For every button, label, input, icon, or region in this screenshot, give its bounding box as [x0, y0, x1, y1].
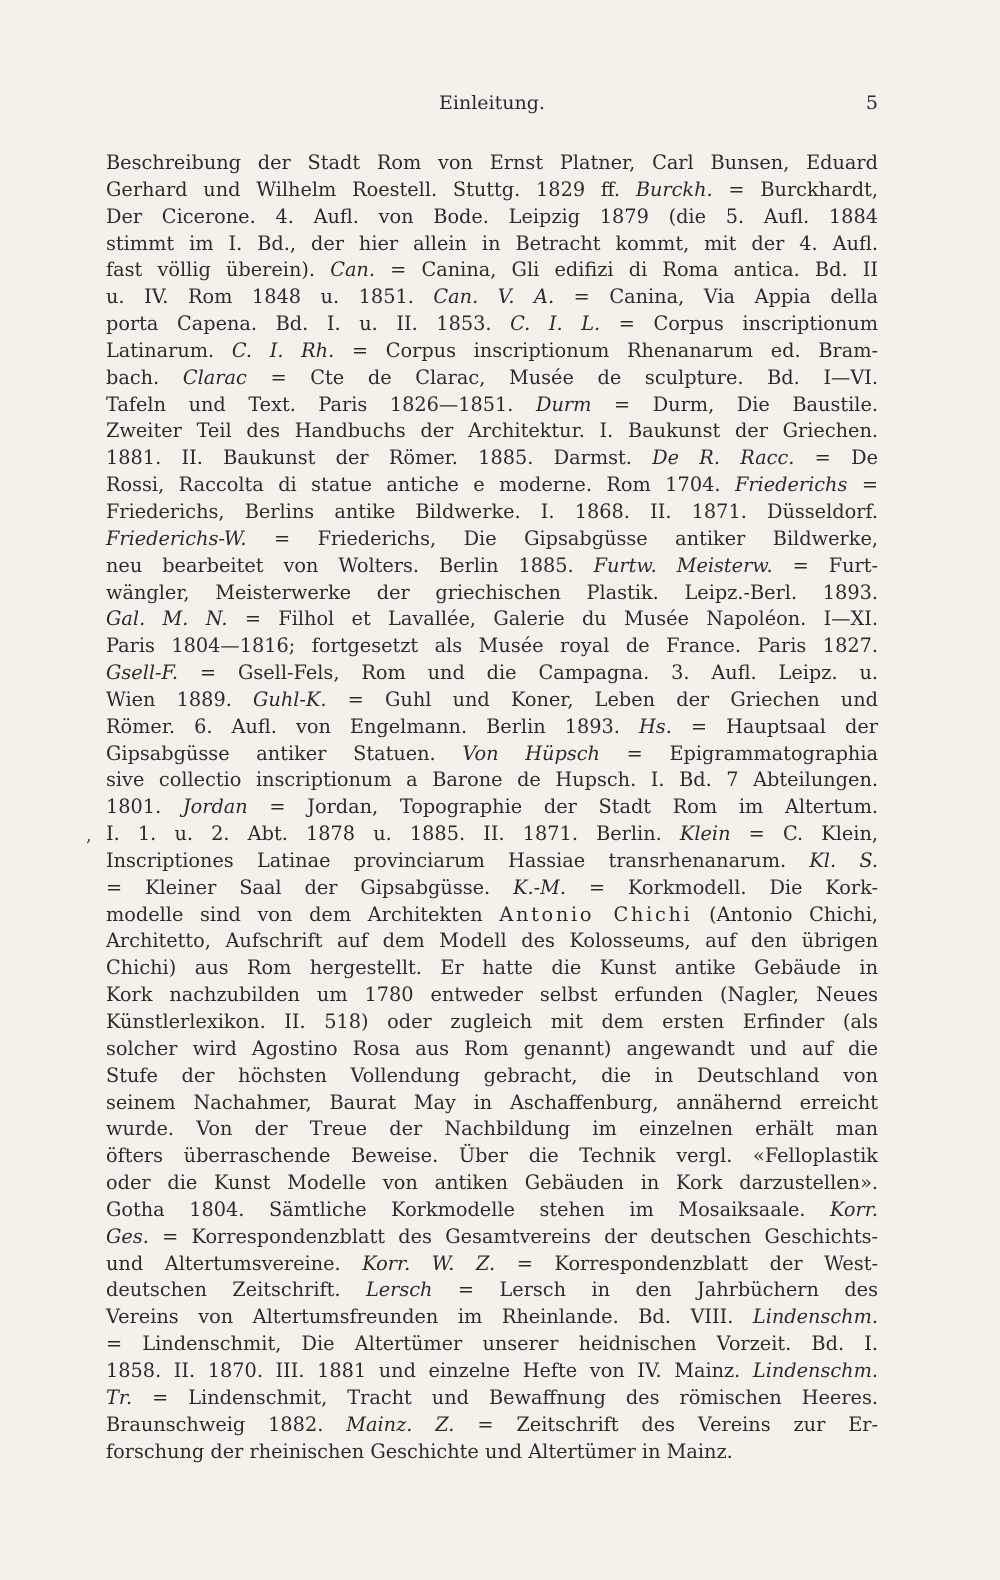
- abbreviation-italic: Korr.: [830, 1197, 878, 1221]
- text-run: Rossi, Raccolta di statue antiche e moderne. Rom 1704.: [106, 473, 735, 497]
- abbreviation-italic: Furtw. Meisterw.: [593, 553, 773, 577]
- text-run: = Kleiner Saal der Gipsabgüsse.: [106, 875, 514, 899]
- abbreviation-italic: C. I. L.: [510, 312, 601, 336]
- text-run: Paris 1804—1816; fortgesetzt als Musée royal de France. Paris 1827.: [106, 634, 878, 658]
- text-run: = Filhol et Lavallée, Galerie du Musée Napoléon. I—XI.: [227, 607, 878, 631]
- text-run: Chichi) aus Rom hergestellt. Er hatte die Kunst antike Gebäude in: [106, 956, 878, 980]
- abbreviation-italic: Hs.: [638, 714, 672, 738]
- abbreviation-italic: Friederichs: [734, 473, 848, 497]
- abbreviation-italic: C. I. Rh.: [231, 338, 335, 362]
- text-run: öfters überraschende Beweise. Über die Technik vergl. «Felloplastik: [106, 1144, 878, 1168]
- page-number: 5: [865, 92, 878, 114]
- text-line: [106, 660, 878, 687]
- text-run: porta Capena. Bd. I. u. II. 1853.: [106, 312, 511, 336]
- text-run: = Lindenschmit, Die Altertümer unserer heidnischen Vorzeit. Bd. I.: [106, 1332, 878, 1356]
- abbreviation-italic: Can. V. A.: [433, 285, 555, 309]
- text-run: stimmt im I. Bd., der hier allein in Betracht kommt, mit der 4. Aufl.: [106, 231, 878, 255]
- text-line: [106, 714, 878, 741]
- text-line: [106, 284, 878, 311]
- text-run: = Furt-: [772, 553, 878, 577]
- text-line: [106, 1304, 878, 1331]
- text-line: [106, 177, 878, 204]
- text-line: [106, 231, 878, 258]
- text-line: [106, 875, 878, 902]
- abbreviation-italic: Von Hüpsch: [462, 741, 600, 765]
- text-run: Inscriptiones Latinae provinciarum Hassiae transrhenanarum.: [106, 848, 810, 872]
- margin-mark: ,: [86, 825, 92, 846]
- text-run: = Gsell-Fels, Rom und die Campagna. 3. Aufl. Leipz. u.: [178, 661, 878, 685]
- text-run: sive collectio inscriptionum a Barone de Hupsch. I. Bd. 7 Abteilungen.: [106, 768, 878, 792]
- text-run: 1801.: [106, 795, 183, 819]
- abbreviation-italic: Kl. S.: [809, 848, 878, 872]
- abbreviation-italic: Gal. M. N.: [106, 607, 228, 631]
- text-run: Der Cicerone. 4. Aufl. von Bode. Leipzig 1879 (die 5. Aufl. 1884: [106, 204, 878, 228]
- text-line: [106, 848, 878, 875]
- text-run: u. IV. Rom 1848 u. 1851.: [106, 285, 434, 309]
- text-line: [106, 1197, 878, 1224]
- abbreviation-italic: Lersch: [365, 1278, 433, 1302]
- text-line: [106, 982, 878, 1009]
- text-run: Stufe der höchsten Vollendung gebracht, die in Deutschland von: [106, 1063, 878, 1087]
- text-run: = Lindenschmit, Tracht und Bewaffnung des römischen Heeres.: [132, 1385, 878, 1409]
- text-run: = Lersch in den Jahrbüchern des: [432, 1278, 878, 1302]
- text-run: 1881. II. Baukunst der Römer. 1885. Darmst.: [106, 446, 653, 470]
- text-run: modelle sind von dem Architekten: [106, 902, 500, 926]
- text-run: = Cte de Clarac, Musée de sculpture. Bd. I—VI.: [246, 365, 879, 389]
- running-header: [106, 92, 878, 120]
- text-run: = Korkmodell. Die Kork-: [566, 875, 878, 899]
- abbreviation-italic: Burckh.: [635, 177, 713, 201]
- abbreviation-italic: Klein: [679, 822, 731, 846]
- text-run: = Guhl und Koner, Leben der Griechen und: [326, 687, 878, 711]
- text-line: [106, 553, 878, 580]
- text-run: Wien 1889.: [106, 687, 254, 711]
- text-run: Gipsabgüsse antiker Statuen.: [106, 741, 463, 765]
- abbreviation-italic: Friederichs-W.: [106, 526, 247, 550]
- text-run: Friederichs, Berlins antike Bildwerke. I. 1868. II. 1871. Düsseldorf.: [106, 499, 878, 523]
- abbreviation-italic: Gsell-F.: [106, 661, 179, 685]
- text-line: [106, 365, 878, 392]
- text-run: Latinarum.: [106, 338, 232, 362]
- text-line: [106, 633, 878, 660]
- abbreviation-italic: Guhl-K.: [253, 687, 327, 711]
- abbreviation-italic: Lindenschm.: [752, 1358, 878, 1382]
- text-run: = Hauptsaal der: [671, 714, 878, 738]
- text-line: [106, 767, 878, 794]
- text-line: [106, 392, 878, 419]
- text-run: = C. Klein,: [730, 822, 878, 846]
- text-run: solcher wird Agostino Rosa aus Rom genannt) angewandt und auf die: [106, 1036, 878, 1060]
- text-run: Kork nachzubilden um 1780 entweder selbst erfunden (Nagler, Neues: [106, 983, 878, 1007]
- text-run: neu bearbeitet von Wolters. Berlin 1885.: [106, 553, 594, 577]
- text-line: [106, 1143, 878, 1170]
- text-run: Braunschweig 1882.: [106, 1412, 347, 1436]
- text-line: [106, 1412, 878, 1439]
- text-run: Zweiter Teil des Handbuchs der Architektur. I. Baukunst der Griechen.: [106, 419, 878, 443]
- spaced-name: Antonio Chichi: [499, 902, 693, 926]
- text-line: [106, 1385, 878, 1412]
- abbreviation-italic: Durm: [536, 392, 592, 416]
- text-line: [106, 794, 878, 821]
- text-run: Beschreibung der Stadt Rom von Ernst Platner, Carl Bunsen, Eduard: [106, 151, 878, 174]
- text-line: [106, 1116, 878, 1143]
- abbreviation-italic: Clarac: [182, 365, 247, 389]
- text-run: wängler, Meisterwerke der griechischen Plastik. Leipz.-Berl. 1893.: [106, 580, 878, 604]
- text-run: = Korrespondenzblatt des Gesamtvereins der deutschen Geschichts-: [148, 1224, 878, 1248]
- abbreviation-italic: Lindenschm.: [752, 1305, 878, 1329]
- body-text: [106, 150, 878, 1465]
- text-line: [106, 257, 878, 284]
- text-line: [106, 499, 878, 526]
- text-run: = Jordan, Topographie der Stadt Rom im Altertum.: [247, 795, 879, 819]
- text-run: =: [847, 473, 878, 497]
- text-line: [106, 1090, 878, 1117]
- page-title: Einleitung.: [439, 92, 545, 114]
- text-run: oder die Kunst Modelle von antiken Gebäuden in Kork darzustellen».: [106, 1171, 878, 1195]
- text-line: [106, 204, 878, 231]
- text-line: [106, 338, 878, 365]
- text-line: [106, 418, 878, 445]
- abbreviation-italic: Tr.: [106, 1385, 133, 1409]
- text-run: und Altertumsvereine.: [106, 1251, 363, 1275]
- text-run: = Epigrammatographia: [599, 741, 878, 765]
- text-line: [106, 1358, 878, 1385]
- text-line: [106, 1277, 878, 1304]
- text-line: [106, 580, 878, 607]
- text-run: Künstlerlexikon. II. 518) oder zugleich mit dem ersten Erfinder (als: [106, 1010, 878, 1033]
- text-run: forschung der rheinischen Geschichte und Altertümer in Mainz.: [106, 1439, 733, 1463]
- text-run: = Zeitschrift des Vereins zur Er-: [454, 1412, 878, 1436]
- text-line: [106, 472, 878, 499]
- text-line: [106, 1009, 878, 1036]
- text-run: Tafeln und Text. Paris 1826—1851.: [106, 392, 536, 416]
- text-run: 1858. II. 1870. III. 1881 und einzelne Hefte von IV. Mainz.: [106, 1358, 753, 1382]
- text-run: Vereins von Altertumsfreunden im Rheinlande. Bd. VIII.: [106, 1305, 753, 1329]
- text-run: = Korrespondenzblatt der West-: [495, 1251, 878, 1275]
- text-run: Gotha 1804. Sämtliche Korkmodelle stehen im Mosaiksaale.: [106, 1197, 831, 1221]
- text-run: = Canina, Via Appia della: [554, 285, 878, 309]
- text-run: = Durm, Die Baustile.: [591, 392, 878, 416]
- text-run: seinem Nachahmer, Baurat May in Aschaffenburg, annähernd erreicht: [106, 1090, 878, 1114]
- text-line: [106, 821, 878, 848]
- abbreviation-italic: Mainz. Z.: [346, 1412, 455, 1436]
- text-line: [106, 606, 878, 633]
- text-run: Architetto, Aufschrift auf dem Modell des Kolosseums, auf den übrigen: [106, 929, 878, 953]
- abbreviation-italic: Ges.: [106, 1224, 149, 1248]
- text-line: [106, 687, 878, 714]
- text-line: [106, 1251, 878, 1278]
- text-run: = Corpus inscriptionum Rhenanarum ed. Bram-: [334, 338, 878, 362]
- text-line: [106, 1439, 878, 1466]
- text-run: deutschen Zeitschrift.: [106, 1278, 366, 1302]
- text-run: = Friederichs, Die Gipsabgüsse antiker Bildwerke,: [246, 526, 878, 550]
- abbreviation-italic: Jordan: [182, 795, 248, 819]
- text-line: [106, 955, 878, 982]
- text-line: [106, 928, 878, 955]
- text-run: = De: [794, 446, 878, 470]
- text-run: Römer. 6. Aufl. von Engelmann. Berlin 1893.: [106, 714, 639, 738]
- abbreviation-italic: De R. Racc.: [652, 446, 795, 470]
- text-line: [106, 526, 878, 553]
- text-line: [106, 150, 878, 177]
- text-run: = Corpus inscriptionum: [600, 312, 878, 336]
- abbreviation-italic: Korr. W. Z.: [362, 1251, 496, 1275]
- text-line: [106, 902, 878, 929]
- text-line: [106, 1170, 878, 1197]
- text-line: [106, 1036, 878, 1063]
- abbreviation-italic: Can.: [330, 258, 375, 282]
- text-line: [106, 1331, 878, 1358]
- text-line: [106, 311, 878, 338]
- text-run: (Antonio Chichi,: [692, 902, 878, 926]
- abbreviation-italic: K.-M.: [513, 875, 566, 899]
- text-line: [106, 741, 878, 768]
- text-run: bach.: [106, 365, 183, 389]
- text-run: Gerhard und Wilhelm Roestell. Stuttg. 1829 ff.: [106, 177, 636, 201]
- text-line: [106, 1063, 878, 1090]
- text-line: [106, 1224, 878, 1251]
- text-run: fast völlig überein).: [106, 258, 331, 282]
- text-run: = Burckhardt,: [712, 177, 878, 201]
- text-run: wurde. Von der Treue der Nachbildung im einzelnen erhält man: [106, 1117, 878, 1141]
- text-line: [106, 445, 878, 472]
- text-run: = Canina, Gli edifizi di Roma antica. Bd. II: [374, 258, 878, 282]
- text-run: I. 1. u. 2. Abt. 1878 u. 1885. II. 1871. Berlin.: [106, 822, 680, 846]
